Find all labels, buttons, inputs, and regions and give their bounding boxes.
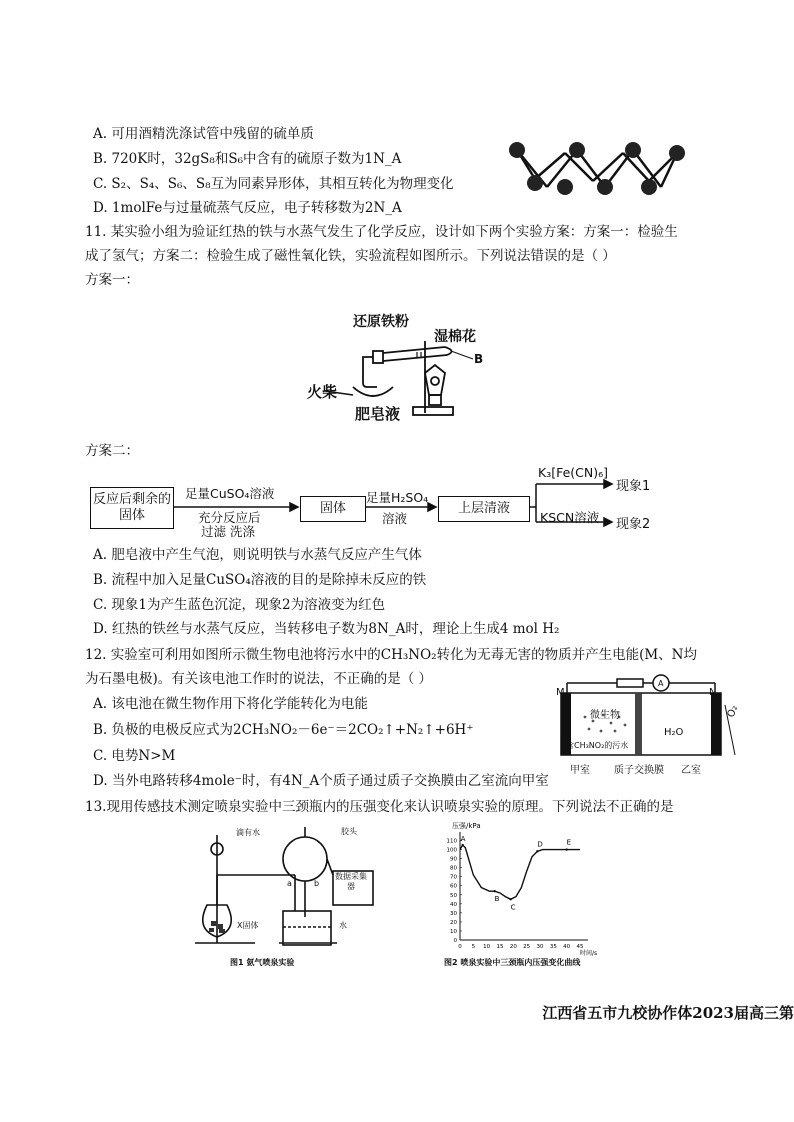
q10-option-c: C. S₂、S₄、S₆、S₈互为同素异形体，其相互转化为物理变化 xyxy=(93,176,454,192)
q12-option-a: A. 该电池在微生物作用下将化学能转化为电能 xyxy=(93,696,368,712)
point-label: D xyxy=(537,840,543,849)
match-label: 火柴 xyxy=(307,383,338,401)
q11-plan1-label: 方案一： xyxy=(85,272,139,288)
wet-cotton-label: 湿棉花 xyxy=(434,329,476,345)
pressure-curve xyxy=(460,845,580,899)
point-label: E xyxy=(566,838,572,847)
membrane-label: 质子交换膜 xyxy=(614,765,664,776)
y-tick-label: 100 xyxy=(446,847,457,854)
iron-powder-label: 还原铁粉 xyxy=(353,314,409,330)
q11-option-d: D. 红热的铁丝与水蒸气反应，当转移电子数为8N_A时，理论上生成4 mol H₂ xyxy=(93,621,560,637)
x-tick-label: 15 xyxy=(496,944,504,950)
footer-exam-title: 江西省五市九校协作体2023届高三第 xyxy=(542,1004,794,1022)
point-b-label: B xyxy=(474,352,484,366)
x-tick-label: 20 xyxy=(509,944,517,950)
q10-option-b: B. 720K时，32gS₈和S₆中含有的硫原子数为1N_A xyxy=(93,151,402,167)
dropper-label: 胶头 xyxy=(341,827,357,836)
q12-stem-line2: 为石墨电极)。有关该电池工作时的说法，不正确的是（ ） xyxy=(85,671,433,687)
electrode-n-label: N xyxy=(709,687,717,698)
x-tick-label: 35 xyxy=(549,944,557,950)
beaker-water-label: 水 xyxy=(339,921,347,930)
ammeter-icon: A xyxy=(658,679,664,688)
y-tick-label: 30 xyxy=(450,910,457,917)
y-tick-label: 90 xyxy=(450,856,457,863)
q12-option-d: D. 当外电路转移4mole⁻时，有4N_A个质子通过质子交换膜由乙室流向甲室 xyxy=(93,773,549,789)
curve-point xyxy=(493,890,495,892)
x-tick-label: 30 xyxy=(536,944,544,950)
q13-stem: 13.现用传感技术测定喷泉实验中三颈瓶内的压强变化来认识喷泉实验的原理。下列说法不正确的是 xyxy=(85,799,674,815)
room-a-label: 甲室 xyxy=(570,765,590,776)
x-solid-label: X固体 xyxy=(237,921,259,930)
pressure-curve-chart xyxy=(420,818,600,958)
flow-result2: 现象2 xyxy=(616,517,651,532)
y-tick-label: 110 xyxy=(446,838,457,845)
q11-option-c: C. 现象1为产生蓝色沉淀，现象2为溶液变为红色 xyxy=(93,597,386,613)
valve-a-label: a xyxy=(287,879,292,888)
wastewater-label: 含CH₃NO₂的污水 xyxy=(566,741,629,750)
point-label: B xyxy=(494,895,500,904)
y-tick-label: 70 xyxy=(450,874,457,881)
q12-option-b: B. 负极的电极反应式为2CH₃NO₂－6e⁻＝2CO₂↑+N₂↑+6H⁺ xyxy=(93,722,474,738)
y-tick-label: 80 xyxy=(450,865,457,872)
x-tick-label: 5 xyxy=(471,944,476,950)
flow-box-remaining-solid: 反应后剩余的固体 xyxy=(90,487,174,529)
x-tick-label: 40 xyxy=(563,944,571,950)
y-tick-label: 50 xyxy=(450,892,457,899)
flow-box-supernatant: 上层清液 xyxy=(438,496,530,522)
curve-point xyxy=(509,898,511,900)
flow-arrow1-top: 足量CuSO₄溶液 xyxy=(185,486,275,501)
y-tick-label: 40 xyxy=(450,901,457,908)
q11-option-b: B. 流程中加入足量CuSO₄溶液的目的是除掉未反应的铁 xyxy=(93,572,427,588)
flow-branch2-reagent: KSCN溶液 xyxy=(540,510,600,525)
soap-solution-label: 肥皂液 xyxy=(355,405,401,423)
y-tick-label: 0 xyxy=(453,938,457,944)
electrode-m-label: M xyxy=(556,687,565,698)
flow-arrow1-bottom: 过滤 洗涤 xyxy=(201,524,255,539)
q11-stem-line2: 成了氢气；方案二：检验生成了磁性氧化铁，实验流程如图所示。下列说法错误的是（ ） xyxy=(85,248,616,264)
x-tick-label: 10 xyxy=(483,944,491,950)
y-tick-label: 20 xyxy=(450,919,457,926)
water-dropper-label: 滴有水 xyxy=(236,828,260,837)
x-axis-title: 时间/s xyxy=(580,950,598,957)
sensor-label: 数据采集器 xyxy=(335,872,367,891)
q12-stem-line1: 12. 实验室可利用如图所示微生物电池将污水中的CH₃NO₂转化为无毒无害的物质并产生电能(M、N均 xyxy=(85,647,697,663)
q11-plan2-label: 方案二： xyxy=(85,443,139,459)
point-label: C xyxy=(510,903,516,912)
x-tick-label: 0 xyxy=(458,944,462,950)
q11-option-a: A. 肥皂液中产生气泡，则说明铁与水蒸气反应产生气体 xyxy=(93,547,422,563)
flow-result1: 现象1 xyxy=(616,479,651,494)
y-tick-label: 10 xyxy=(450,928,457,935)
water-label: H₂O xyxy=(664,727,684,738)
y-axis-title: 压强/kPa xyxy=(452,822,481,830)
microbe-label: 微生物 xyxy=(590,710,620,721)
x-tick-label: 45 xyxy=(576,944,584,950)
room-b-label: 乙室 xyxy=(681,765,701,776)
x-tick-label: 25 xyxy=(523,944,531,950)
q12-option-c: C. 电势N>M xyxy=(93,748,176,764)
curve-point xyxy=(536,850,538,852)
o2-label: O₂ xyxy=(725,704,741,719)
q10-option-d: D. 1molFe与过量硫蒸气反应，电子转移数为2N_A xyxy=(93,200,402,216)
curve-point xyxy=(565,848,567,850)
flow-arrow2-bottom: 溶液 xyxy=(382,511,408,526)
valve-b-label: b xyxy=(314,879,320,888)
flow-arrow2-top: 足量H₂SO₄ xyxy=(366,490,429,505)
curve-point xyxy=(461,844,463,846)
point-label: A xyxy=(460,835,466,844)
q10-option-a: A. 可用酒精洗涤试管中残留的硫单质 xyxy=(93,126,314,142)
fig1-caption: 图1 氨气喷泉实验 xyxy=(230,958,295,967)
q11-stem-line1: 11. 某实验小组为验证红热的铁与水蒸气发生了化学反应，设计如下两个实验方案：方案一：检验生 xyxy=(85,224,678,240)
flow-arrow1-mid: 充分反应后 xyxy=(198,510,261,525)
y-tick-label: 60 xyxy=(450,883,457,890)
flow-branch1-reagent: K₃[Fe(CN)₆] xyxy=(538,465,609,480)
fig2-caption: 图2 喷泉实验中三颈瓶内压强变化曲线 xyxy=(444,958,581,967)
flow-box-solid: 固体 xyxy=(300,496,366,522)
